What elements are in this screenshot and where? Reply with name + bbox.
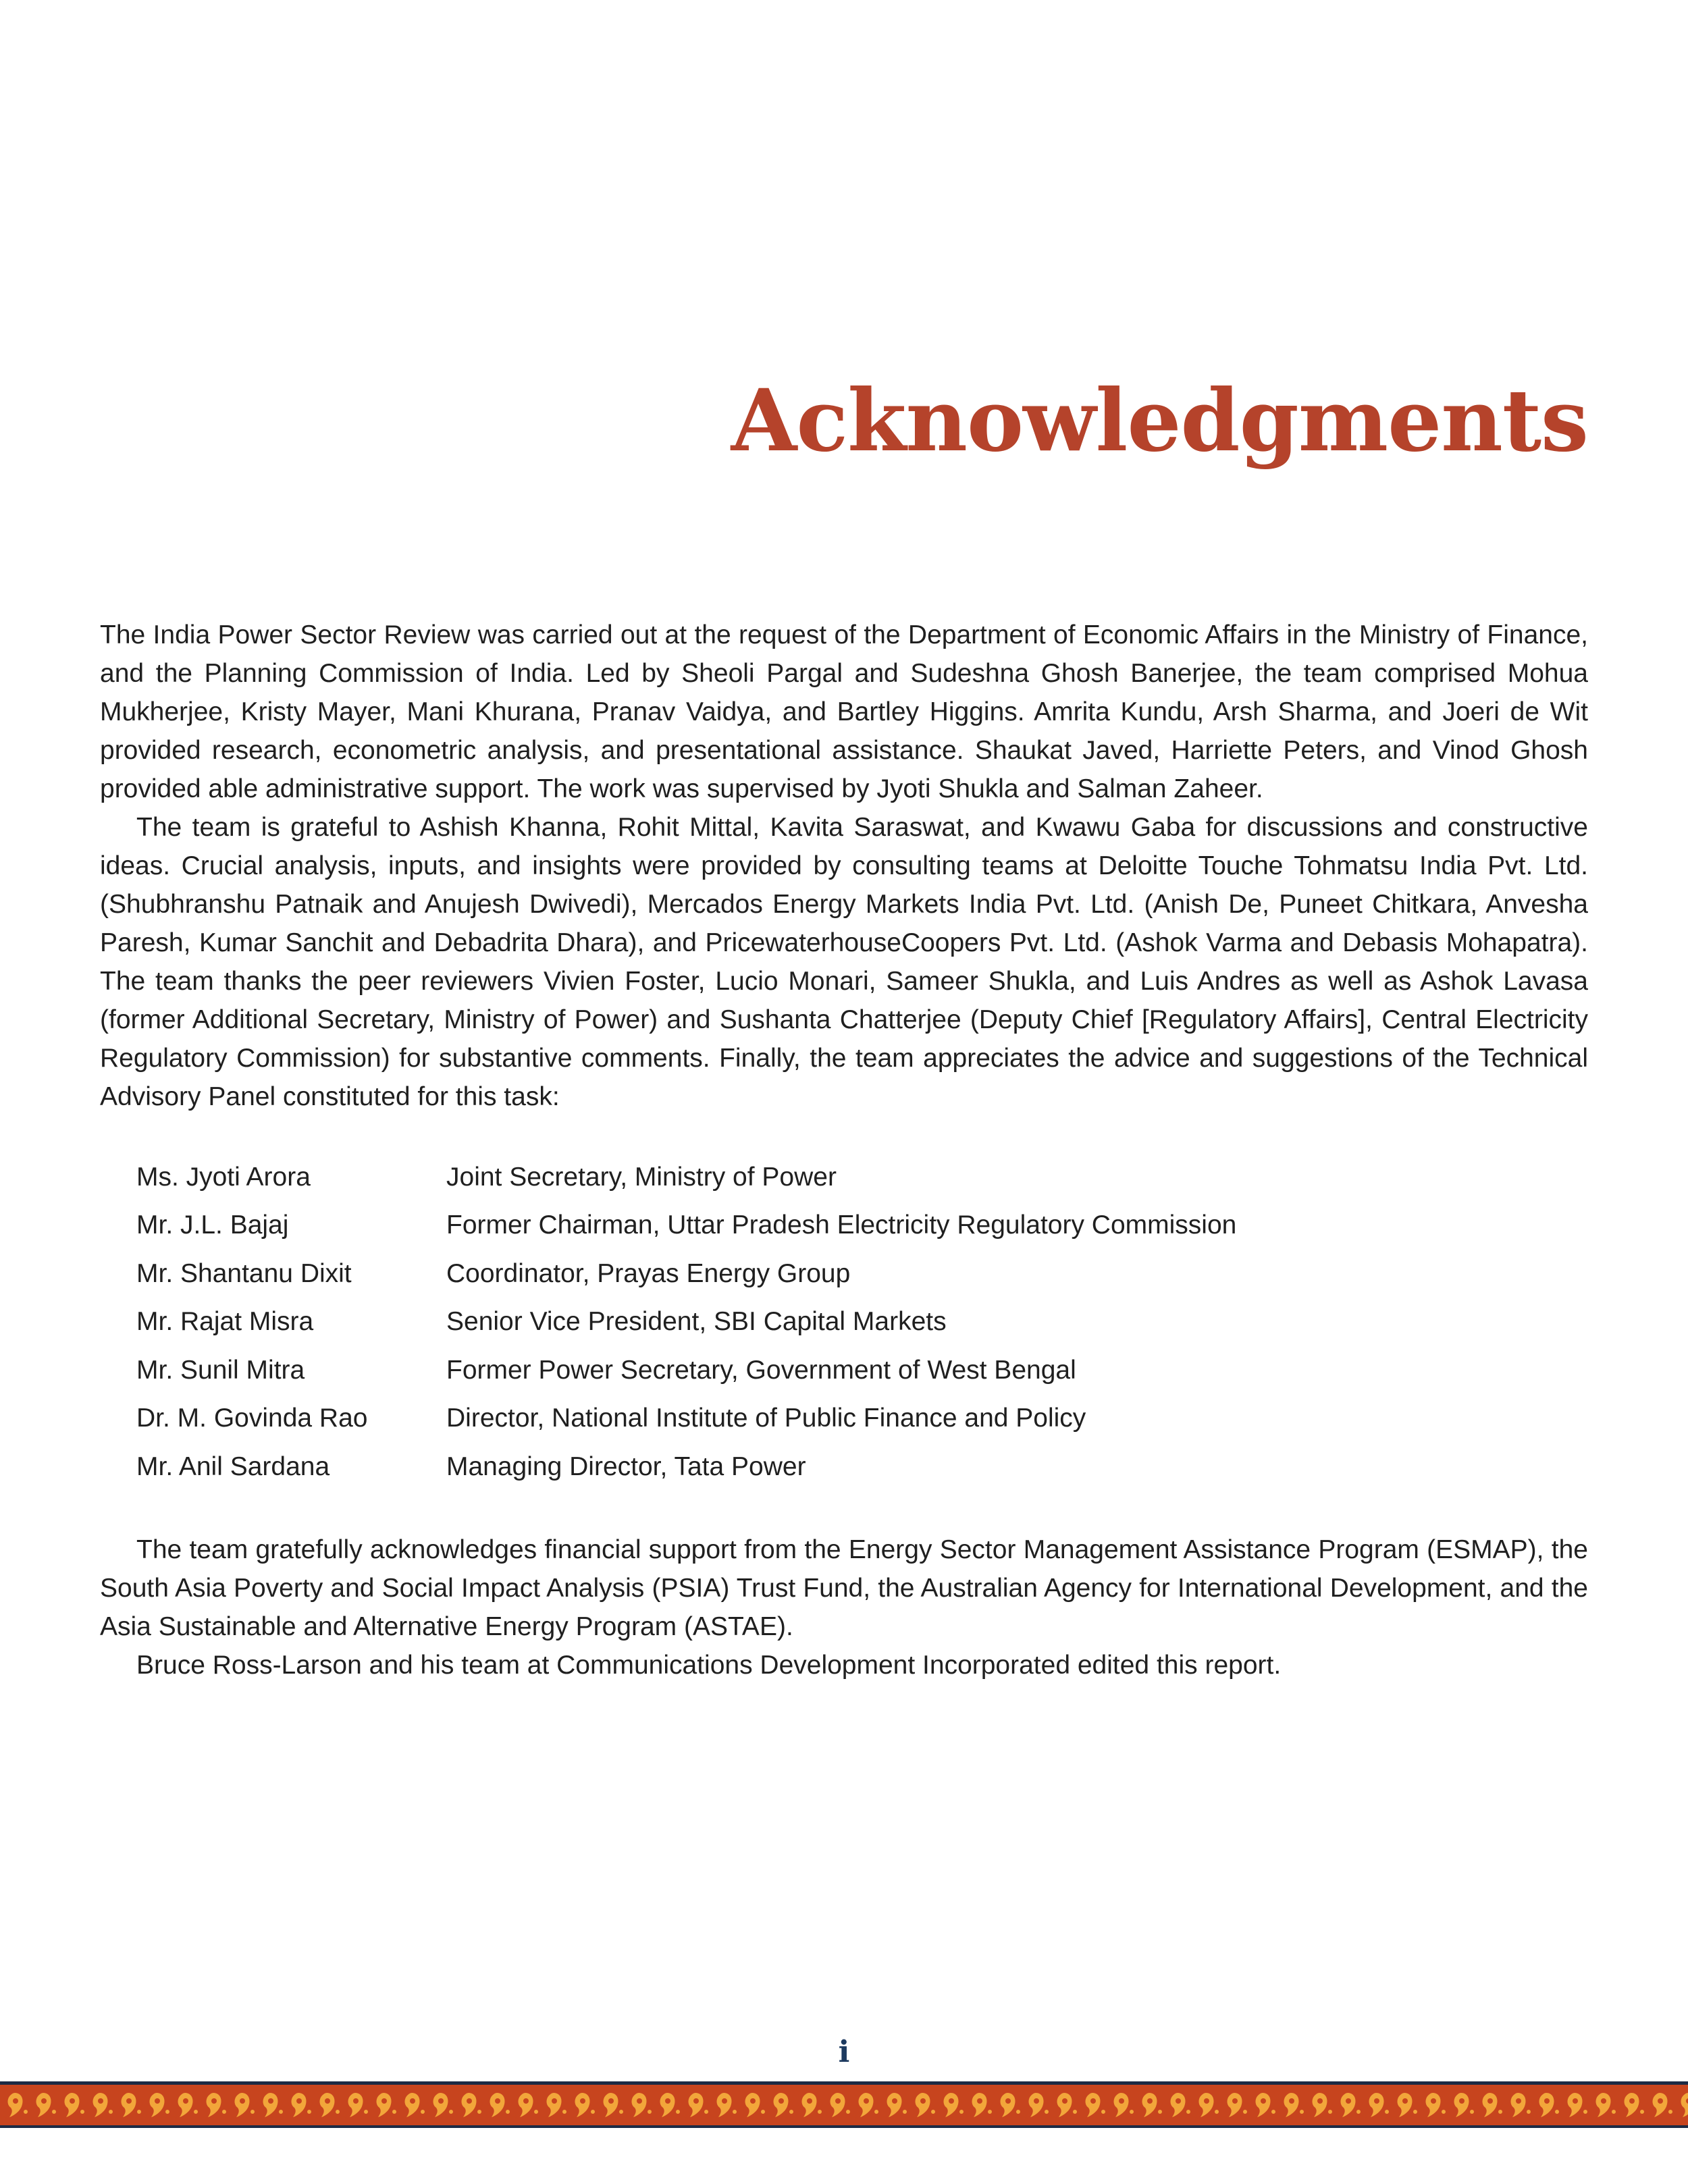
paisley-icon	[235, 2093, 255, 2117]
paisley-icon	[1483, 2093, 1503, 2117]
paisley-icon	[859, 2093, 879, 2117]
paisley-icon	[547, 2093, 567, 2117]
paisley-icon	[717, 2093, 737, 2117]
paisley-icon	[1596, 2093, 1616, 2117]
paisley-icon	[490, 2093, 510, 2117]
paisley-icon	[972, 2093, 993, 2117]
paisley-icon	[774, 2093, 794, 2117]
panel-row	[136, 1395, 1487, 1443]
paisley-icon	[263, 2093, 284, 2117]
paragraph-team: The India Power Sector Review was carried out at the request of the Department of Economic Affairs in the Ministry of Finance, and the Planning Commission of India. Led by Sheoli Pargal and Sudeshna Ghosh Banerjee, the team comprised Mohua Mukherjee, Kristy Mayer, Mani Khurana, Pranav Vaidya, and Bartley Higgins. Amrita Kundu, Arsh Sharma, and Joeri de Wit provided research, econometric analysis, and presentational assistance. Shaukat Javed, Harriette Peters, and Vinod Ghosh provided able administrative support. The work was supervised by Jyoti Shukla and Salman Zaheer.	[100, 620, 1588, 803]
paisley-icon	[207, 2093, 227, 2117]
paisley-icon	[1142, 2093, 1163, 2117]
paisley-icon	[93, 2093, 113, 2117]
panel-member-role: Joint Secretary, Ministry of Power	[446, 1162, 837, 1192]
paisley-icon	[745, 2093, 766, 2117]
paisley-icon	[178, 2093, 199, 2117]
panel-row	[136, 1202, 1487, 1250]
panel-row	[136, 1298, 1487, 1347]
paisley-icon	[604, 2093, 624, 2117]
panel-member-role: Director, National Institute of Public Finance and Policy	[446, 1404, 1086, 1433]
paisley-icon	[348, 2093, 369, 2117]
paisley-icon	[1114, 2093, 1134, 2117]
panel-member-name: Mr. Shantanu Dixit	[136, 1258, 352, 1288]
paisley-icon	[1341, 2093, 1361, 2117]
paisley-icon	[1029, 2093, 1049, 2117]
paisley-icon	[1625, 2093, 1645, 2117]
paisley-icon	[377, 2093, 397, 2117]
paisley-icon	[1256, 2093, 1276, 2117]
paisley-icon	[433, 2093, 454, 2117]
paisley-border-pattern	[0, 2085, 1688, 2125]
panel-member-role: Senior Vice President, SBI Capital Markets	[446, 1307, 947, 1337]
page-title: Acknowledgments	[731, 371, 1588, 471]
paisley-icon	[519, 2093, 539, 2117]
paisley-icon	[1398, 2093, 1418, 2117]
paisley-icon	[320, 2093, 340, 2117]
paisley-icon	[1426, 2093, 1446, 2117]
panel-row	[136, 1346, 1487, 1395]
panel-member-name: Mr. J.L. Bajaj	[136, 1210, 289, 1240]
paragraph-funding: The team gratefully acknowledges financial support from the Energy Sector Management Assistance Program (ESMAP), the South Asia Poverty and Social Impact Analysis (PSIA) Trust Fund, the Australian Agency for International Development, and the Asia Sustainable and Alternative Energy Program (ASTAE).	[100, 1535, 1588, 1641]
paisley-icon	[8, 2093, 28, 2117]
paisley-icon	[36, 2093, 57, 2117]
advisory-panel-list	[136, 1153, 1487, 1491]
paisley-icon	[1313, 2093, 1333, 2117]
paisley-icon	[1369, 2093, 1390, 2117]
panel-member-name: Mr. Anil Sardana	[136, 1451, 330, 1481]
closing-section	[100, 1530, 1588, 1684]
paisley-icon	[1511, 2093, 1531, 2117]
paisley-icon	[292, 2093, 312, 2117]
paisley-icon	[1568, 2093, 1588, 2117]
panel-member-name: Mr. Rajat Misra	[136, 1307, 314, 1337]
footer-decorative-border	[0, 2081, 1688, 2128]
paisley-icon	[689, 2093, 709, 2117]
paisley-icon	[632, 2093, 652, 2117]
paisley-icon	[660, 2093, 681, 2117]
paisley-icon	[1284, 2093, 1304, 2117]
paisley-icon	[405, 2093, 425, 2117]
paisley-icon	[1057, 2093, 1078, 2117]
paisley-icon	[1228, 2093, 1248, 2117]
paisley-icon	[462, 2093, 482, 2117]
paisley-icon	[1653, 2093, 1673, 2117]
panel-member-role: Coordinator, Prayas Energy Group	[446, 1258, 851, 1288]
paisley-icon	[1681, 2093, 1688, 2117]
paisley-icon	[65, 2093, 85, 2117]
panel-member-name: Mr. Sunil Mitra	[136, 1355, 305, 1385]
paisley-icon	[887, 2093, 907, 2117]
paisley-icon	[150, 2093, 170, 2117]
panel-member-role: Former Power Secretary, Government of West Bengal	[446, 1355, 1076, 1385]
panel-member-role: Former Chairman, Uttar Pradesh Electricity Regulatory Commission	[446, 1210, 1237, 1240]
paisley-icon	[122, 2093, 142, 2117]
paisley-icon	[1171, 2093, 1191, 2117]
paisley-icon	[1539, 2093, 1560, 2117]
paisley-icon	[1199, 2093, 1219, 2117]
panel-row	[136, 1153, 1487, 1202]
paisley-icon	[1086, 2093, 1106, 2117]
paisley-icon	[802, 2093, 822, 2117]
panel-member-name: Ms. Jyoti Arora	[136, 1162, 311, 1192]
paisley-icon	[1454, 2093, 1475, 2117]
panel-member-name: Dr. M. Govinda Rao	[136, 1404, 368, 1433]
paisley-icon	[830, 2093, 851, 2117]
panel-member-role: Managing Director, Tata Power	[446, 1451, 806, 1481]
paisley-icon	[944, 2093, 964, 2117]
intro-section	[100, 616, 1588, 1116]
paisley-icon	[1001, 2093, 1021, 2117]
paragraph-thanks: The team is grateful to Ashish Khanna, Rohit Mittal, Kavita Saraswat, and Kwawu Gaba for discussions and constructive ideas. Crucial analysis, inputs, and insights were provided by consulting teams at Deloitte Touche Tohmatsu India Pvt. Ltd. (Shubhranshu Patnaik and Anujesh Dwivedi), Mercados Energy Markets India Pvt. Ltd. (Anish De, Puneet Chitkara, Anvesha Paresh, Kumar Sanchit and Debadrita Dhara), and PricewaterhouseCoopers Pvt. Ltd. (Ashok Varma and Debasis Mohapatra). The team thanks the peer reviewers Vivien Foster, Lucio Monari, Sameer Shukla, and Luis Andres as well as Ashok Lavasa (former Additional Secretary, Ministry of Power) and Sushanta Chatterjee (Deputy Chief [Regulatory Affairs], Central Electricity Regulatory Commission) for substantive comments. Finally, the team appreciates the advice and suggestions of the Technical Advisory Panel constituted for this task:	[100, 813, 1588, 1111]
panel-row	[136, 1250, 1487, 1298]
paragraph-editing: Bruce Ross-Larson and his team at Communications Development Incorporated edited this report.	[136, 1651, 1282, 1680]
paisley-icon	[916, 2093, 936, 2117]
paisley-icon	[575, 2093, 596, 2117]
panel-row	[136, 1443, 1487, 1491]
page-number: i	[838, 2035, 850, 2069]
